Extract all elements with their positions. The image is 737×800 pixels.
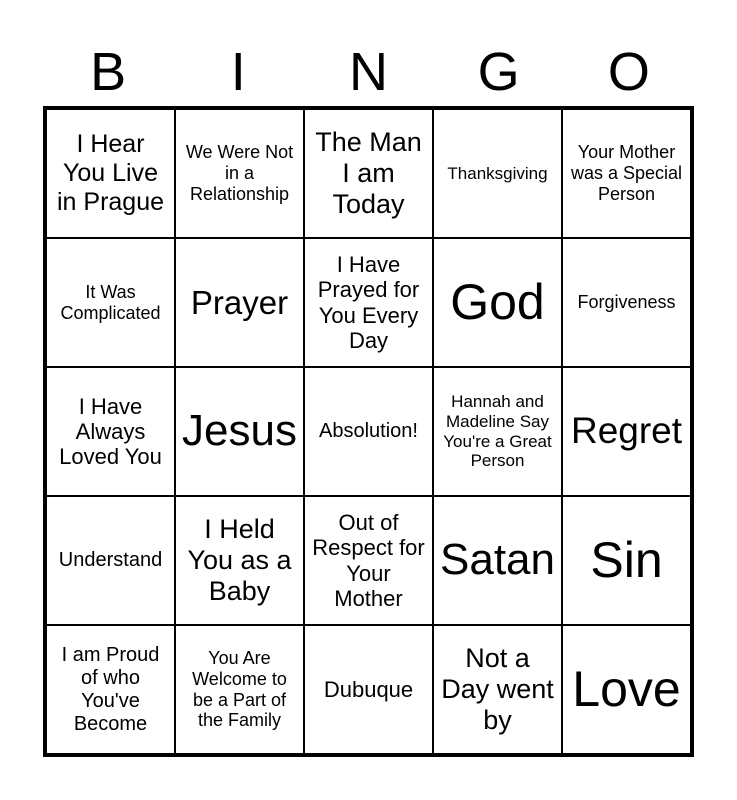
header-letter-o: O bbox=[607, 42, 650, 102]
bingo-cell[interactable] bbox=[562, 367, 691, 496]
bingo-cell[interactable] bbox=[562, 238, 691, 367]
cell-text: Forgiveness bbox=[577, 292, 676, 313]
bingo-cell[interactable] bbox=[562, 496, 691, 625]
cell-text: Dubuque bbox=[323, 676, 414, 702]
cell-text: Prayer bbox=[190, 283, 289, 321]
cell-text: The Man I am Today bbox=[315, 126, 422, 220]
cell-text: Hannah and Madeline Say You're a Great Person bbox=[443, 392, 552, 471]
cell-text: I Hear You Live in Prague bbox=[56, 130, 165, 216]
bingo-cell[interactable] bbox=[433, 625, 562, 754]
cell-text: I Have Prayed for You Every Day bbox=[317, 251, 420, 353]
bingo-cell[interactable] bbox=[175, 109, 304, 238]
cell-text: I Held You as a Baby bbox=[187, 513, 292, 607]
bingo-cell[interactable] bbox=[304, 496, 433, 625]
cell-text: Out of Respect for Your Mother bbox=[312, 509, 425, 611]
bingo-cell[interactable] bbox=[433, 367, 562, 496]
header-letter-i: I bbox=[230, 42, 246, 102]
cell-text: I am Proud of who You've Become bbox=[61, 643, 160, 735]
cell-text: Love bbox=[572, 660, 681, 717]
bingo-cell[interactable] bbox=[433, 238, 562, 367]
cell-text: Understand bbox=[58, 549, 163, 571]
bingo-cell[interactable] bbox=[46, 238, 175, 367]
cell-text: Your Mother was a Special Person bbox=[570, 142, 683, 204]
bingo-cell[interactable] bbox=[46, 496, 175, 625]
header-letter-n: N bbox=[348, 42, 388, 102]
bingo-cell[interactable] bbox=[304, 625, 433, 754]
cell-text: Not a Day went by bbox=[441, 642, 554, 736]
header-letter-b: B bbox=[90, 42, 127, 102]
bingo-cell[interactable] bbox=[46, 109, 175, 238]
bingo-cell[interactable] bbox=[304, 367, 433, 496]
bingo-cell[interactable] bbox=[175, 496, 304, 625]
bingo-cell[interactable] bbox=[562, 625, 691, 754]
cell-text: God bbox=[450, 273, 545, 330]
bingo-cell[interactable] bbox=[304, 238, 433, 367]
bingo-header bbox=[43, 38, 694, 106]
bingo-cell[interactable] bbox=[175, 625, 304, 754]
cell-text: I Have Always Loved You bbox=[59, 393, 162, 470]
cell-text: Thanksgiving bbox=[447, 163, 548, 183]
bingo-cell[interactable] bbox=[175, 238, 304, 367]
bingo-board bbox=[43, 106, 694, 757]
cell-text: Jesus bbox=[182, 406, 297, 456]
bingo-cell[interactable] bbox=[562, 109, 691, 238]
cell-text: Satan bbox=[440, 535, 555, 585]
bingo-cell[interactable] bbox=[46, 367, 175, 496]
bingo-cell[interactable] bbox=[46, 625, 175, 754]
bingo-cell[interactable] bbox=[433, 496, 562, 625]
cell-text: Regret bbox=[570, 410, 683, 452]
cell-text: You Are Welcome to be a Part of the Family bbox=[192, 648, 287, 731]
bingo-cell[interactable] bbox=[175, 367, 304, 496]
bingo-cell[interactable] bbox=[304, 109, 433, 238]
bingo-cell[interactable] bbox=[433, 109, 562, 238]
cell-text: It Was Complicated bbox=[60, 281, 161, 323]
cell-text: Absolution! bbox=[319, 420, 418, 442]
cell-text: Sin bbox=[590, 531, 663, 588]
cell-text: We Were Not in a Relationship bbox=[185, 142, 294, 204]
header-letter-g: G bbox=[477, 42, 520, 102]
